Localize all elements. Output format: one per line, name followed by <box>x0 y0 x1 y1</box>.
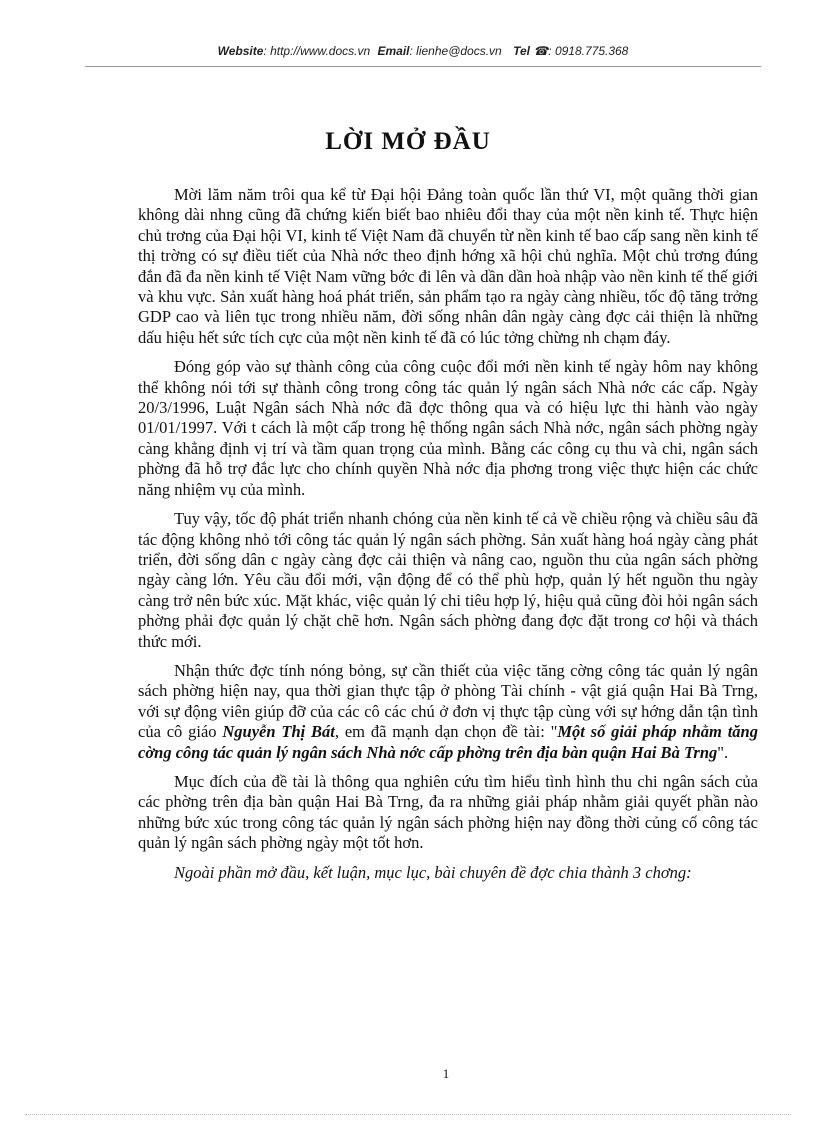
paragraph-2: Đóng góp vào sự thành công của công cuộc đổi mới nền kinh tế ngày hôm nay không thể không nói tới sự thành công trong công tác quản lý ngân sách Nhà nớc các cấp. Ngày 20/3/1996, Luật Ngân sách Nhà nớc đã đợc thông qua và có hiệu lực thi hành vào ngày 01/01/1997. Với t cách là một cấp trong hệ thống ngân sách Nhà nớc, ngân sách phờng ngày càng khẳng định vị trí và tầm quan trọng của mình. Bằng các công cụ thu và chi, ngân sách phờng đã hỗ trợ đắc lực cho chính quyền Nhà nớc địa phơng trong việc thực hiện các chức năng nhiệm vụ của mình. <box>138 357 758 499</box>
footer-divider <box>25 1114 791 1115</box>
paragraph-4-text-a: Nhận thức đợc tính nóng bỏng, sự cần thiết của việc tăng cờng công tác quản lý ngân sách phờng hiện nay, qua thời gian thực tập ở phòng Tài chính - vật giá quận Hai Bà Trng, với sự động viên giúp đỡ của các cô các chú ở đơn vị thực tập cùng với sự hớng dẫn tận tình của cô giáo <box>138 660 758 742</box>
paragraph-1: Mời lăm năm trôi qua kể từ Đại hội Đảng toàn quốc lần thứ VI, một quãng thời gian không dài nhng cũng đã chứng kiến biết bao nhiêu đổi thay của một nền kinh tế. Thực hiện chủ trơng của Đại hội VI, kinh tế Việt Nam đã chuyển từ nền kinh tế bao cấp sang nền kinh tế thị trờng có sự điều tiết của Nhà nớc theo định hớng xã hội chủ nghĩa. Một chủ trơng đúng đắn đã đa nền kinh tế Việt Nam vững bớc đi lên và dần dần hoà nhập vào nền kinh tế thế giới và khu vực. Sản xuất hàng hoá phát triển, sản phẩm tạo ra ngày càng nhiều, tốc độ tăng trởng GDP cao và liên tục trong nhiều năm, đời sống nhân dân ngày càng đợc cải thiện là những dấu hiệu hết sức tích cực của một nền kinh tế đã có lúc tởng chừng nh chạm đáy. <box>138 185 758 347</box>
website-label: Website <box>217 44 264 58</box>
document-body <box>138 185 758 892</box>
thesis-topic: Một số giải pháp nhằm tăng cờng công tác quản lý ngân sách Nhà nớc cấp phờng trên địa bàn quận Hai Bà Trng <box>138 722 758 762</box>
email-label: Email <box>377 44 410 58</box>
website-value: : http://www.docs.vn <box>263 44 371 58</box>
header-divider <box>85 66 761 67</box>
phone-icon: ☎ <box>533 44 549 58</box>
paragraph-6: Ngoài phần mở đầu, kết luận, mục lục, bài chuyên đề đợc chia thành 3 chơng: <box>174 862 692 882</box>
paragraph-4 <box>138 661 758 763</box>
tel-value: : 0918.775.368 <box>548 44 629 58</box>
teacher-name: Nguyễn Thị Bát <box>222 722 335 742</box>
page-number: 1 <box>442 1066 450 1081</box>
page-header <box>85 44 761 58</box>
email-value: : lienhe@docs.vn <box>409 44 502 58</box>
paragraph-5: Mục đích của đề tài là thông qua nghiên cứu tìm hiểu tình hình thu chi ngân sách của các phờng trên địa bàn quận Hai Bà Trng, đa ra những giải pháp nhằm giải quyết phần nào những bức xúc trong công tác quản lý ngân sách phờng hiện nay đồng thời củng cố công tác quản lý ngân sách phờng ngày một tốt hơn. <box>138 771 758 853</box>
paragraph-3: Tuy vậy, tốc độ phát triển nhanh chóng của nền kinh tế cả về chiều rộng và chiều sâu đã tác động không nhỏ tới công tác quản lý ngân sách phờng. Sản xuất hàng hoá ngày càng phát triển, đời sống dân c ngày càng đợc cải thiện và nâng cao, nguồn thu của ngân sách phờng ngày càng lớn. Yêu cầu đổi mới, vận động để có thể phù hợp, quản lý hết nguồn thu ngày càng trở nên bức xúc. Mặt khác, việc quản lý chi tiêu hợp lý, hiệu quả cũng đòi hỏi ngân sách phờng phải đợc quản lý chặt chẽ hơn. Ngân sách phờng đang đợc đặt trong cơ hội và thách thức mới. <box>138 509 758 651</box>
page-title: LỜI MỞ ĐẦU <box>325 128 491 155</box>
paragraph-4-text-c: ". <box>717 742 729 762</box>
paragraph-4-text-b: , em đã mạnh dạn chọn đề tài: " <box>334 722 558 742</box>
tel-label: Tel <box>513 44 530 58</box>
